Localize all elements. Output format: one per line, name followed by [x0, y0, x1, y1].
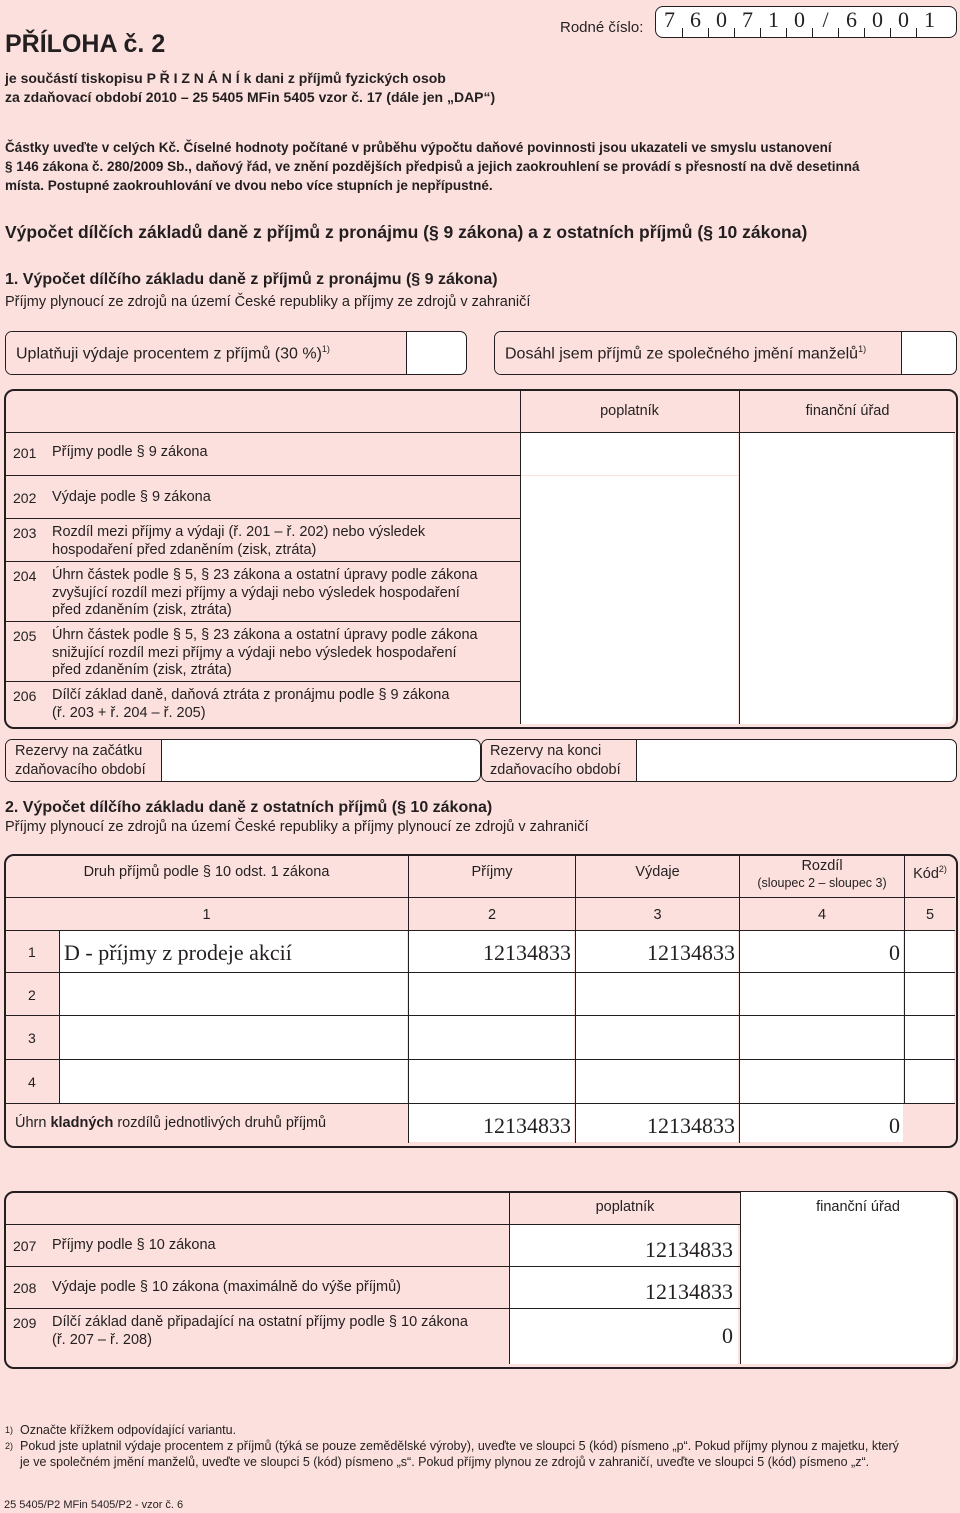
col-type-header: Druh příjmů podle § 10 odst. 1 zákona — [83, 864, 330, 880]
birth-number-digit: 7 — [664, 7, 675, 32]
instructions-line1: Částky uveďte v celých Kč. Číselné hodnoty počítané v průběhu výpočtu daňové povinnosti jsou ukazateli ve smyslu ustanovení — [5, 140, 832, 155]
row-number: 203 — [13, 525, 37, 541]
form-subtitle-line1: je součástí tiskopisu P Ř I Z N Á N Í k dani z příjmů fyzických osob — [5, 70, 446, 86]
spouse-property-label: Dosáhl jsem příjmů ze společného jmění manželů$^{1)}$ — [505, 344, 867, 363]
main-heading: Výpočet dílčích základů daně z příjmů z pronájmu (§ 9 zákona) a z ostatních příjmů (§ 10 zákona) — [5, 222, 808, 242]
row-number: 207 — [13, 1238, 37, 1254]
footnote2-text-cont: je ve společném jmění manželů, uveďte ve sloupci 5 (kód) písmeno „s“. Pokud příjmy plynou ze zdrojů v zahraničí, uveďte ve sloupci 5 (kód) písmeno „z“. — [20, 1455, 870, 1469]
row-number: 4 — [28, 1074, 36, 1090]
row203-label-line: hospodaření před zdaněním (zisk, ztráta) — [52, 541, 317, 558]
row-number: 1 — [28, 944, 36, 960]
row208-label: Výdaje podle § 10 zákona (maximálně do výše příjmů) — [52, 1279, 401, 1295]
col-expenses-header: Výdaje — [635, 864, 680, 880]
row204-label — [52, 567, 478, 620]
col-office-header: finanční úřad — [816, 1199, 900, 1215]
row1-difference[interactable]: 0 — [889, 940, 900, 965]
footnote1-mark: 1) — [5, 1425, 14, 1435]
col-number: 3 — [653, 907, 662, 923]
total-positive-differences-label: Úhrn kladných rozdílů jednotlivých druhů příjmů — [15, 1115, 327, 1131]
row-number: 3 — [28, 1030, 36, 1046]
row-number: 205 — [13, 628, 37, 644]
total-income[interactable]: 12134833 — [483, 1113, 571, 1138]
percent-expenses-option — [5, 331, 467, 375]
row1-income-type[interactable]: D - příjmy z prodeje akcií — [64, 940, 292, 965]
birth-number-digit: 1 — [768, 7, 779, 32]
col-office-header: finanční úřad — [805, 403, 890, 419]
row203-label — [52, 524, 425, 559]
reserves-start-label-line: zdaňovacího období — [15, 762, 146, 778]
col-taxpayer-header: poplatník — [600, 403, 659, 419]
row204-label-line: Úhrn částek podle § 5, § 23 zákona a ostatní úpravy podle zákona — [52, 567, 478, 583]
row209-label-line: (ř. 207 – ř. 208) — [52, 1331, 152, 1348]
reserves-end-field[interactable] — [637, 741, 953, 780]
reserves-start-label-line: Rezervy na začátku — [15, 743, 143, 759]
row-number: 2 — [28, 987, 36, 1003]
row-number: 202 — [13, 490, 37, 506]
reserves-start-field[interactable] — [163, 741, 477, 780]
row-number: 201 — [13, 445, 37, 461]
row206-label-line: (ř. 203 + ř. 204 – ř. 205) — [52, 704, 206, 721]
col-number: 1 — [202, 907, 211, 923]
row207-label: Příjmy podle § 10 zákona — [52, 1237, 216, 1253]
birth-number-digit: 0 — [872, 7, 883, 32]
row209-label-line: Dílčí základ daně připadající na ostatní příjmy podle § 10 zákona — [52, 1314, 468, 1330]
birth-number-slash: / — [822, 7, 829, 32]
row201-label: Příjmy podle § 9 zákona — [52, 444, 208, 460]
birth-number-field[interactable] — [655, 6, 957, 38]
row205-label-line: snižující rozdíl mezi příjmy a výdaji nebo výsledek hospodaření — [52, 644, 457, 661]
reserves-start-label — [15, 742, 146, 780]
birth-number-digit: 6 — [690, 7, 701, 32]
section1-subheading: Příjmy plynoucí ze zdrojů na území České republiky a příjmy ze zdrojů v zahraničí — [5, 294, 531, 310]
section2-subheading: Příjmy plynoucí ze zdrojů na území České republiky a příjmy plynoucí ze zdrojů v zahraničí — [5, 819, 589, 835]
percent-expenses-checkbox[interactable] — [407, 333, 464, 373]
instructions-line3: místa. Postupné zaokrouhlování ve dvou nebo více stupních je nepřípustné. — [5, 178, 493, 193]
section1-heading: 1. Výpočet dílčího základu daně z příjmů z pronájmu (§ 9 zákona) — [5, 271, 498, 288]
birth-number-digit: 1 — [924, 7, 935, 32]
reserves-end-label-line: Rezervy na konci — [490, 743, 602, 759]
birth-number-label: Rodné číslo: — [560, 19, 644, 36]
row205-label-line: před zdaněním (zisk, ztráta) — [52, 662, 232, 678]
col-income-header: Příjmy — [471, 864, 513, 880]
section2-heading: 2. Výpočet dílčího základu daně z ostatních příjmů (§ 10 zákona) — [5, 799, 493, 816]
col-number: 5 — [925, 907, 935, 923]
row203-label-line: Rozdíl mezi příjmy a výdaji (ř. 201 – ř. 202) nebo výsledek — [52, 524, 426, 540]
col-code-header: Kód$^{2)}$ — [913, 864, 947, 882]
row1-income[interactable]: 12134833 — [483, 940, 571, 965]
reserves-end-label — [490, 742, 621, 780]
col-taxpayer-header: poplatník — [595, 1199, 655, 1215]
row206-label — [52, 687, 449, 722]
row-number: 204 — [13, 568, 37, 584]
instructions — [5, 138, 960, 195]
birth-number-digit: 0 — [898, 7, 909, 32]
birth-number-digit: 0 — [716, 7, 727, 32]
footnote2-line: Pokud jste uplatnil výdaje procentem z příjmů (týká se pouze zemědělské výroby), uveďte ve sloupci 5 (kód) písmeno „p“. Pokud příjmy plynou z majetku, který — [20, 1439, 899, 1453]
row206-label-line: Dílčí základ daně, daňová ztráta z pronájmu podle § 9 zákona — [52, 687, 450, 703]
spouse-property-option — [494, 331, 957, 375]
row208-value[interactable]: 12134833 — [645, 1279, 733, 1304]
row209-value[interactable]: 0 — [722, 1323, 733, 1348]
row207-value[interactable]: 12134833 — [645, 1237, 733, 1262]
footnote2-mark: 2) — [5, 1441, 14, 1451]
total-expenses[interactable]: 12134833 — [647, 1113, 735, 1138]
footnote1-text: Označte křížkem odpovídající variantu. — [20, 1423, 237, 1437]
percent-expenses-label: Uplatňuji výdaje procentem z příjmů (30 %)$^{1)}$ — [16, 344, 330, 363]
reserves-end-label-line: zdaňovacího období — [490, 762, 621, 778]
row204-label-line: zvyšující rozdíl mezi příjmy a výdaji nebo výsledek hospodaření — [52, 584, 460, 601]
row202-label: Výdaje podle § 9 zákona — [52, 489, 211, 505]
form-code: 25 5405/P2 MFin 5405/P2 - vzor č. 6 — [4, 1499, 184, 1511]
total-difference[interactable]: 0 — [889, 1113, 900, 1138]
row-number: 208 — [13, 1280, 37, 1296]
row201-taxpayer-field[interactable] — [521, 433, 738, 475]
row205-label-line: Úhrn částek podle § 5, § 23 zákona a ostatní úpravy podle zákona — [52, 627, 478, 643]
birth-number-digit: 6 — [846, 7, 857, 32]
footnote2-text — [20, 1438, 960, 1454]
row204-label-line: před zdaněním (zisk, ztráta) — [52, 602, 232, 618]
form-title: PŘÍLOHA č. 2 — [5, 30, 166, 58]
row-number: 206 — [13, 688, 37, 704]
form-subtitle-line2: za zdaňovací období 2010 – 25 5405 MFin 5405 vzor č. 17 (dále jen „DAP“) — [5, 89, 496, 105]
instructions-line2: § 146 zákona č. 280/2009 Sb., daňový řád, ve znění pozdějších předpisů a jejich zaokrouhlení se provádí s přesností na dvě desetinná — [5, 159, 860, 174]
birth-number-digit: 0 — [794, 7, 805, 32]
row209-label — [52, 1314, 468, 1349]
row1-expenses[interactable]: 12134833 — [647, 940, 735, 965]
col-number: 2 — [487, 907, 497, 923]
birth-number-digit: 7 — [742, 7, 753, 32]
col-difference-subheader: (sloupec 2 – sloupec 3) — [757, 876, 887, 890]
col-number: 4 — [817, 907, 827, 923]
row205-label — [52, 627, 478, 680]
row1-code-field[interactable] — [906, 932, 953, 971]
row4-income-type-field[interactable] — [61, 1061, 406, 1102]
row2-income-type-field[interactable] — [61, 974, 406, 1014]
spouse-property-checkbox[interactable] — [903, 333, 953, 373]
row-number: 209 — [13, 1315, 37, 1331]
row3-income-type-field[interactable] — [61, 1017, 406, 1058]
col-difference-header: Rozdíl — [801, 858, 843, 874]
